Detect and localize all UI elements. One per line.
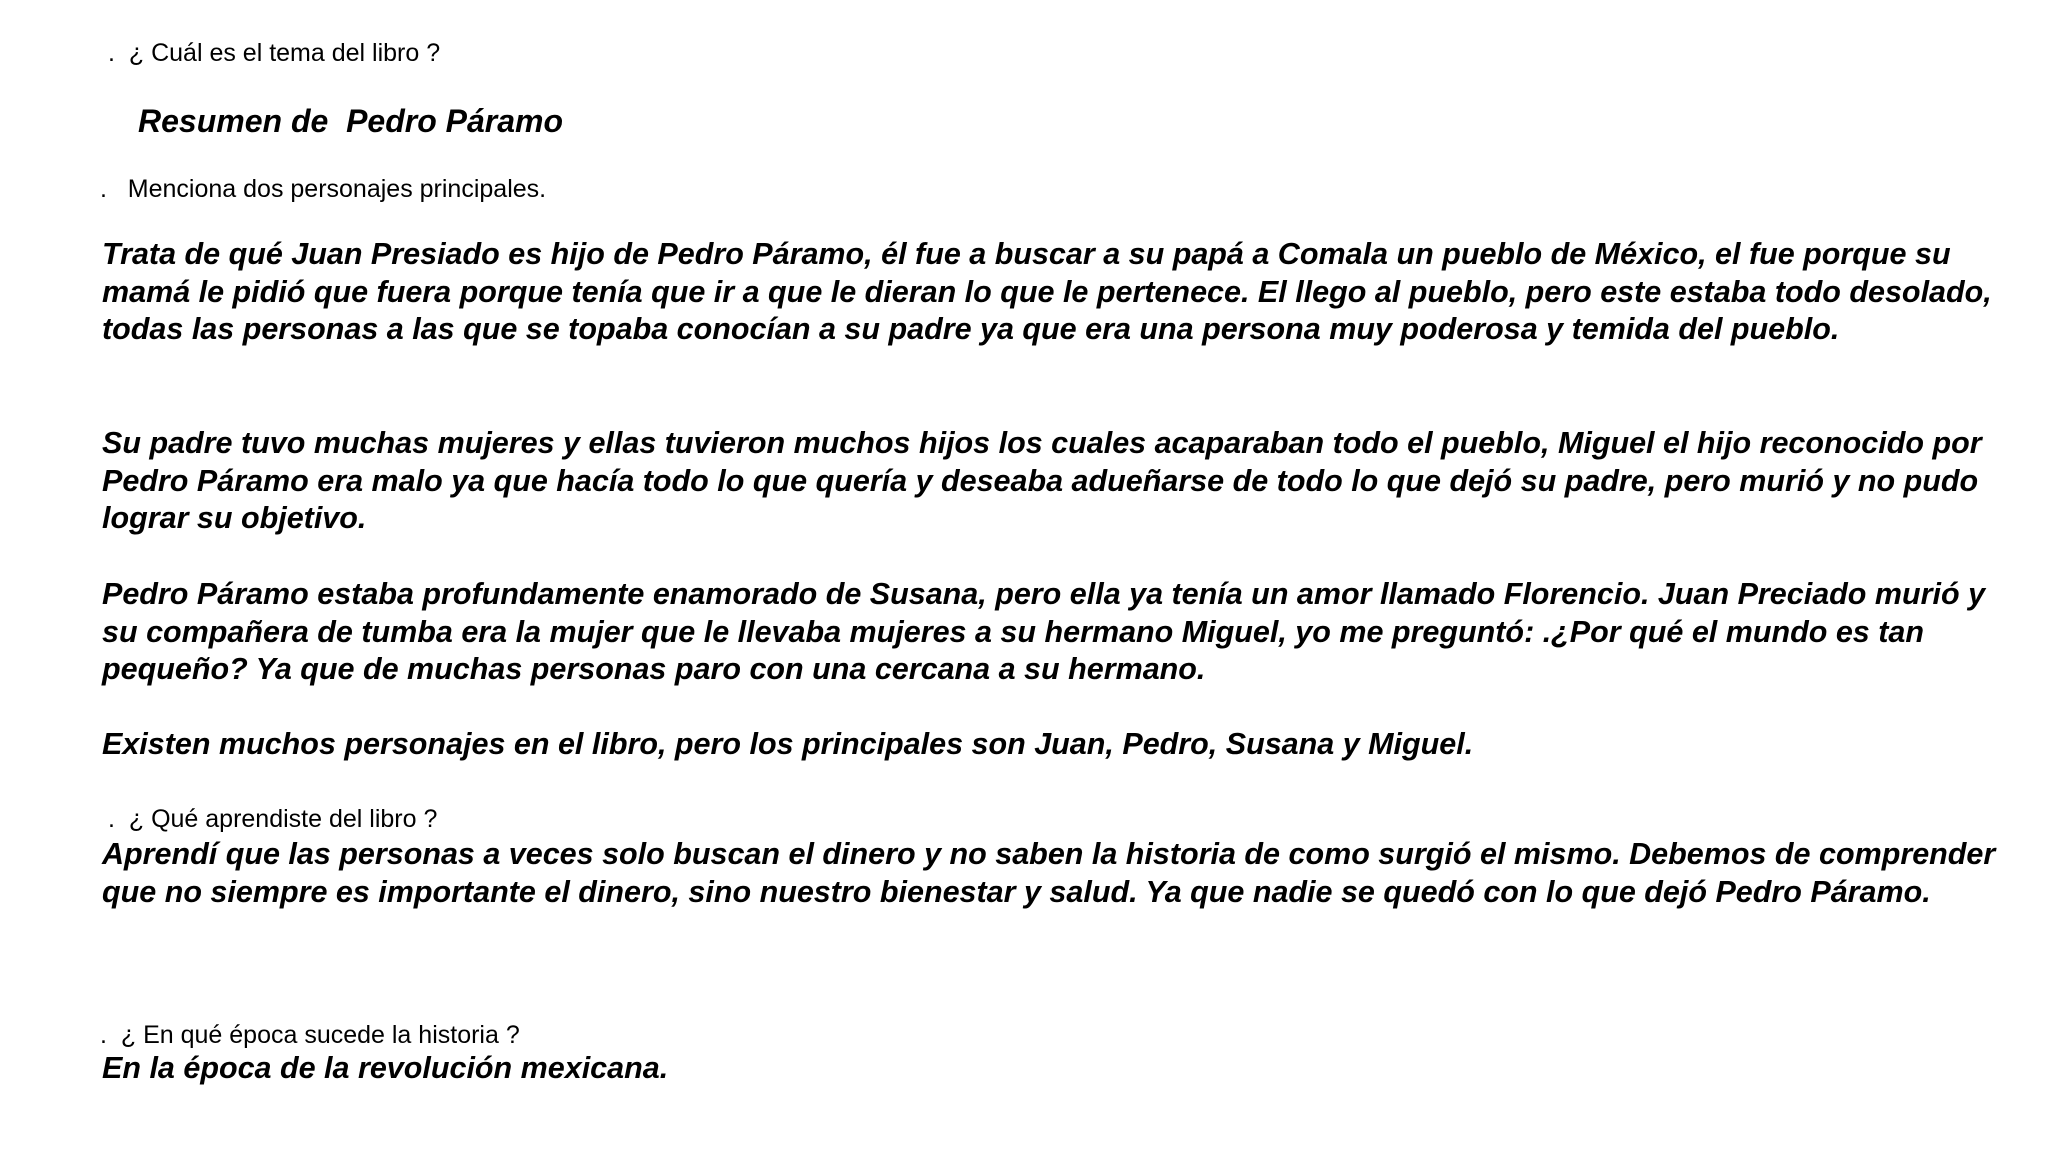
question-main-characters — [100, 174, 546, 204]
question-text: ¿ Qué aprendiste del libro ? — [128, 805, 438, 833]
summary-paragraph-2: Su padre tuvo muchas mujeres y ellas tuvieron muchos hijos los cuales acaparaban todo el pueblo, Miguel el hijo reconocido por Pedro Páramo era malo ya que hacía todo lo que quería y deseaba adueñarse de todo lo que dejó su padre, pero murió y no pudo lograr su objetivo. — [102, 426, 1982, 536]
summary-paragraph-4: Existen muchos personajes en el libro, pero los principales son Juan, Pedro, Susana y Miguel. — [102, 727, 1474, 761]
question-bullet: . — [100, 175, 107, 203]
question-text: Menciona dos personajes principales. — [127, 175, 547, 203]
question-bullet: . — [100, 1021, 107, 1049]
question-bullet: . — [108, 39, 115, 67]
summary-paragraph-3: Pedro Páramo estaba profundamente enamorado de Susana, pero ella ya tenía un amor llamado Florencio. Juan Preciado murió y su compañera de tumba era la mujer que le llevaba mujeres a su hermano Miguel, yo me preguntó: .¿Por qué el mundo es tan pequeño? Ya que de muchas personas paro con una cercana a su hermano. — [102, 577, 1986, 687]
learned-paragraph: Aprendí que las personas a veces solo buscan el dinero y no saben la historia de como surgió el mismo. Debemos de comprender que no siempre es importante el dinero, sino nuestro bienestar y salud. Ya que nadie se quedó con lo que dejó Pedro Páramo. — [102, 837, 1996, 909]
era-paragraph: En la época de la revolución mexicana. — [102, 1051, 669, 1085]
question-bullet: . — [108, 805, 115, 833]
question-text: ¿ Cuál es el tema del libro ? — [128, 39, 441, 67]
question-learned — [108, 804, 437, 834]
question-theme — [108, 38, 440, 68]
document-title: Resumen de Pedro Páramo — [138, 103, 564, 139]
summary-paragraph-1: Trata de qué Juan Presiado es hijo de Pedro Páramo, él fue a buscar a su papá a Comala un pueblo de México, el fue porque su mamá le pidió que fuera porque tenía que ir a que le dieran lo que le pertenece. El llego al pueblo, pero este estaba todo desolado, todas las personas a las que se topaba conocían a su padre ya que era una persona muy poderosa y temida del pueblo. — [102, 237, 1992, 347]
question-era — [100, 1020, 520, 1050]
question-text: ¿ En qué época sucede la historia ? — [120, 1021, 520, 1049]
